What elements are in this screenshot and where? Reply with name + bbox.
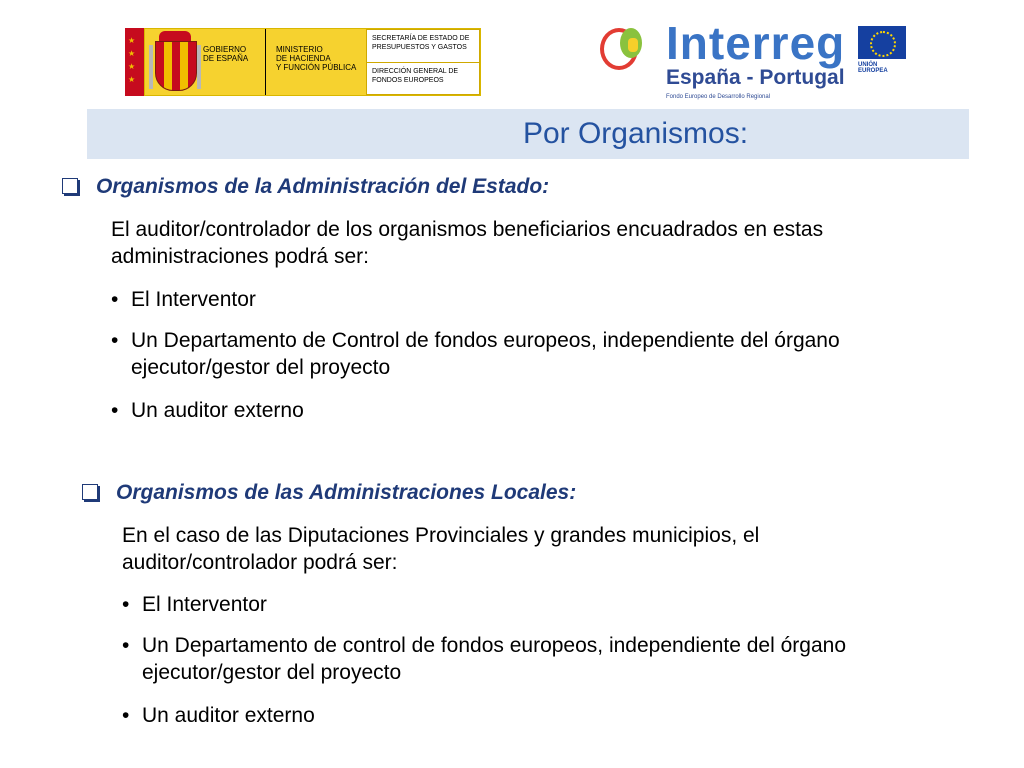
section-1-bullet-2: [111, 327, 840, 381]
section-1-line-1: El auditor/controlador de los organismos beneficiarios encuadrados en estas: [111, 218, 824, 241]
section-1-bullet-2-line-2: ejecutor/gestor del proyecto: [131, 356, 391, 379]
section-2-bullet-1: • El Interventor: [122, 591, 267, 618]
ministerio-text: [266, 29, 366, 95]
eu-flag-icon: [858, 26, 906, 59]
interreg-wordmark: Interreg: [666, 17, 846, 69]
gobierno-espana-logo: [125, 28, 481, 96]
secretaria-box: [366, 29, 480, 95]
section-2-paragraph: [122, 522, 759, 576]
coat-of-arms-icon: [151, 31, 199, 95]
eu-stars-icon: ★ ★ ★ ★: [128, 36, 136, 84]
title-band: [87, 109, 969, 159]
section-2-bullet-3: • Un auditor externo: [122, 702, 315, 729]
checkbox-bullet-icon: [82, 484, 98, 500]
min-line-3: Y FUNCIÓN PÚBLICA: [276, 63, 357, 72]
secretaria-text: SECRETARÍA DE ESTADO DE PRESUPUESTOS Y GASTOS: [367, 30, 479, 63]
spain-flag-stripe: [125, 28, 144, 96]
section-1-line-2: administraciones podrá ser:: [111, 245, 369, 268]
checkbox-bullet-icon: [62, 178, 78, 194]
eu-label: UNIÓN EUROPEA: [858, 62, 888, 74]
gobierno-text: [203, 29, 266, 95]
section-2-line-1: En el caso de las Diputaciones Provinciales y grandes municipios, el: [122, 524, 760, 547]
page-title: Por Organismos:: [522, 117, 749, 150]
section-1-bullet-1: • El Interventor: [111, 286, 256, 313]
interreg-fund-text: Fondo Europeo de Desarrollo Regional: [666, 94, 771, 100]
section-2-heading-text: Organismos de las Administraciones Locales:: [116, 481, 577, 504]
interreg-logo: [598, 17, 908, 102]
section-2-heading: [82, 481, 576, 505]
gov-line-2: DE ESPAÑA: [203, 54, 249, 63]
section-1-paragraph: [111, 216, 823, 270]
ministry-logo-panel: [144, 28, 481, 96]
min-line-2: DE HACIENDA: [276, 54, 331, 63]
section-1-heading: [62, 175, 549, 199]
section-2-line-2: auditor/controlador podrá ser:: [122, 551, 398, 574]
section-2-bullet-2-line-1: • Un Departamento de control de fondos europeos, independiente del órgano: [142, 634, 847, 657]
gov-line-1: GOBIERNO: [203, 45, 247, 54]
interreg-bubbles-icon: [600, 26, 656, 66]
section-1-heading-text: Organismos de la Administración del Estado:: [96, 175, 550, 198]
interreg-subtitle: España - Portugal: [666, 66, 845, 89]
section-2-bullet-2-line-2: ejecutor/gestor del proyecto: [142, 661, 402, 684]
section-2-bullet-2: [122, 632, 846, 686]
section-1-bullet-2-line-1: • Un Departamento de Control de fondos europeos, independiente del órgano: [131, 329, 840, 352]
direccion-text: DIRECCIÓN GENERAL DE FONDOS EUROPEOS: [372, 68, 459, 84]
min-line-1: MINISTERIO: [276, 45, 323, 54]
section-1-bullet-3: • Un auditor externo: [111, 397, 304, 424]
